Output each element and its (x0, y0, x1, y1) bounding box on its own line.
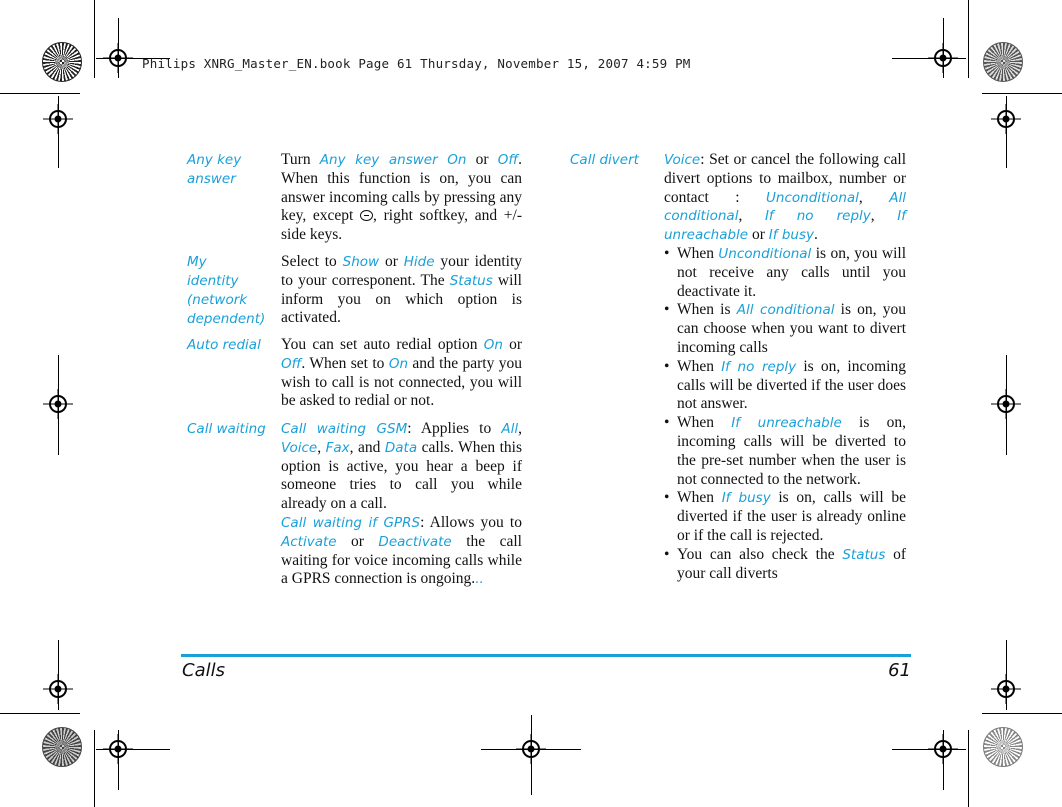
call-divert-bullet-list (664, 245, 906, 583)
crop-mark (1006, 640, 1007, 710)
end-call-key-icon (360, 210, 373, 221)
crop-mark (94, 730, 95, 807)
star-target-icon (42, 42, 82, 82)
crop-mark (531, 715, 532, 795)
list-item: • When If busy is on, calls will be diverted if the user is already online or if the call is rejected. (664, 489, 906, 545)
crop-mark (1006, 96, 1007, 168)
term-call-divert: Call divert (570, 152, 639, 168)
crop-mark (58, 640, 59, 710)
crop-mark (968, 730, 969, 807)
crop-mark (943, 18, 944, 78)
footer-rule (181, 654, 911, 657)
crop-mark (982, 93, 1062, 94)
crop-mark (94, 0, 95, 78)
crop-mark (0, 713, 80, 714)
term-call-waiting: Call waiting (187, 421, 266, 437)
star-target-icon (983, 727, 1023, 767)
crop-mark (1006, 355, 1007, 455)
desc-auto-redial: You can set auto redial option On or Off. When set to On and the party you wish to call is not connected, you will be asked to redial or not. (281, 336, 522, 410)
list-item: • When If unreachable is on, incoming calls will be diverted to the pre-set number when the user is not connected to the network. (664, 414, 906, 489)
call-waiting-gprs-paragraph: Call waiting if GPRS: Allows you to Activate or Deactivate the call waiting for voice incoming calls while a GPRS connection is ongoing... (281, 513, 522, 588)
term-any-key-answer: Any key answer (187, 152, 242, 187)
term-auto-redial: Auto redial (187, 337, 261, 353)
list-item: • When is All conditional is on, you can choose when you want to divert incoming calls (664, 301, 906, 357)
crop-mark (96, 749, 170, 750)
footer-section-title: Calls (182, 660, 225, 681)
crop-mark (943, 730, 944, 790)
crop-mark (58, 96, 59, 168)
star-target-icon (983, 42, 1023, 82)
star-target-icon (42, 727, 82, 767)
list-item: • You can also check the Status of your call diverts (664, 546, 906, 584)
desc-call-divert (664, 151, 906, 583)
crop-mark (118, 18, 119, 78)
desc-any-key-answer: Turn Any key answer On or Off. When this function is on, you can answer incoming calls by pressing any key, except , right softkey, and +/- side keys. (281, 151, 522, 244)
crop-mark (0, 93, 80, 94)
desc-call-waiting (281, 420, 522, 589)
crop-mark (118, 730, 119, 790)
crop-mark (892, 58, 966, 59)
desc-my-identity: Select to Show or Hide your identity to your corresponent. The Status will inform you on which option is activated. (281, 253, 522, 327)
call-divert-intro: Voice: Set or cancel the following call divert options to mailbox, number or contact : Unconditional, All conditional, If no reply, If unreachable or If busy. (664, 151, 907, 244)
footer-page-number: 61 (888, 660, 911, 681)
crop-mark (58, 355, 59, 455)
list-item: • When Unconditional is on, you will not receive any calls until you deactivate it. (664, 245, 906, 301)
book-info-header: Philips XNRG_Master_EN.book Page 61 Thursday, November 15, 2007 4:59 PM (142, 56, 691, 71)
crop-mark (968, 0, 969, 78)
crop-mark (982, 713, 1062, 714)
call-waiting-gsm-paragraph: Call waiting GSM: Applies to All, Voice, Fax, and Data calls. When this option is active, you hear a beep if someone tries to call you while already on a call. (281, 420, 522, 513)
term-my-identity: My identity (network dependent) (187, 254, 266, 327)
crop-mark (892, 749, 966, 750)
list-item: • When If no reply is on, incoming calls will be diverted if the user does not answer. (664, 358, 906, 414)
